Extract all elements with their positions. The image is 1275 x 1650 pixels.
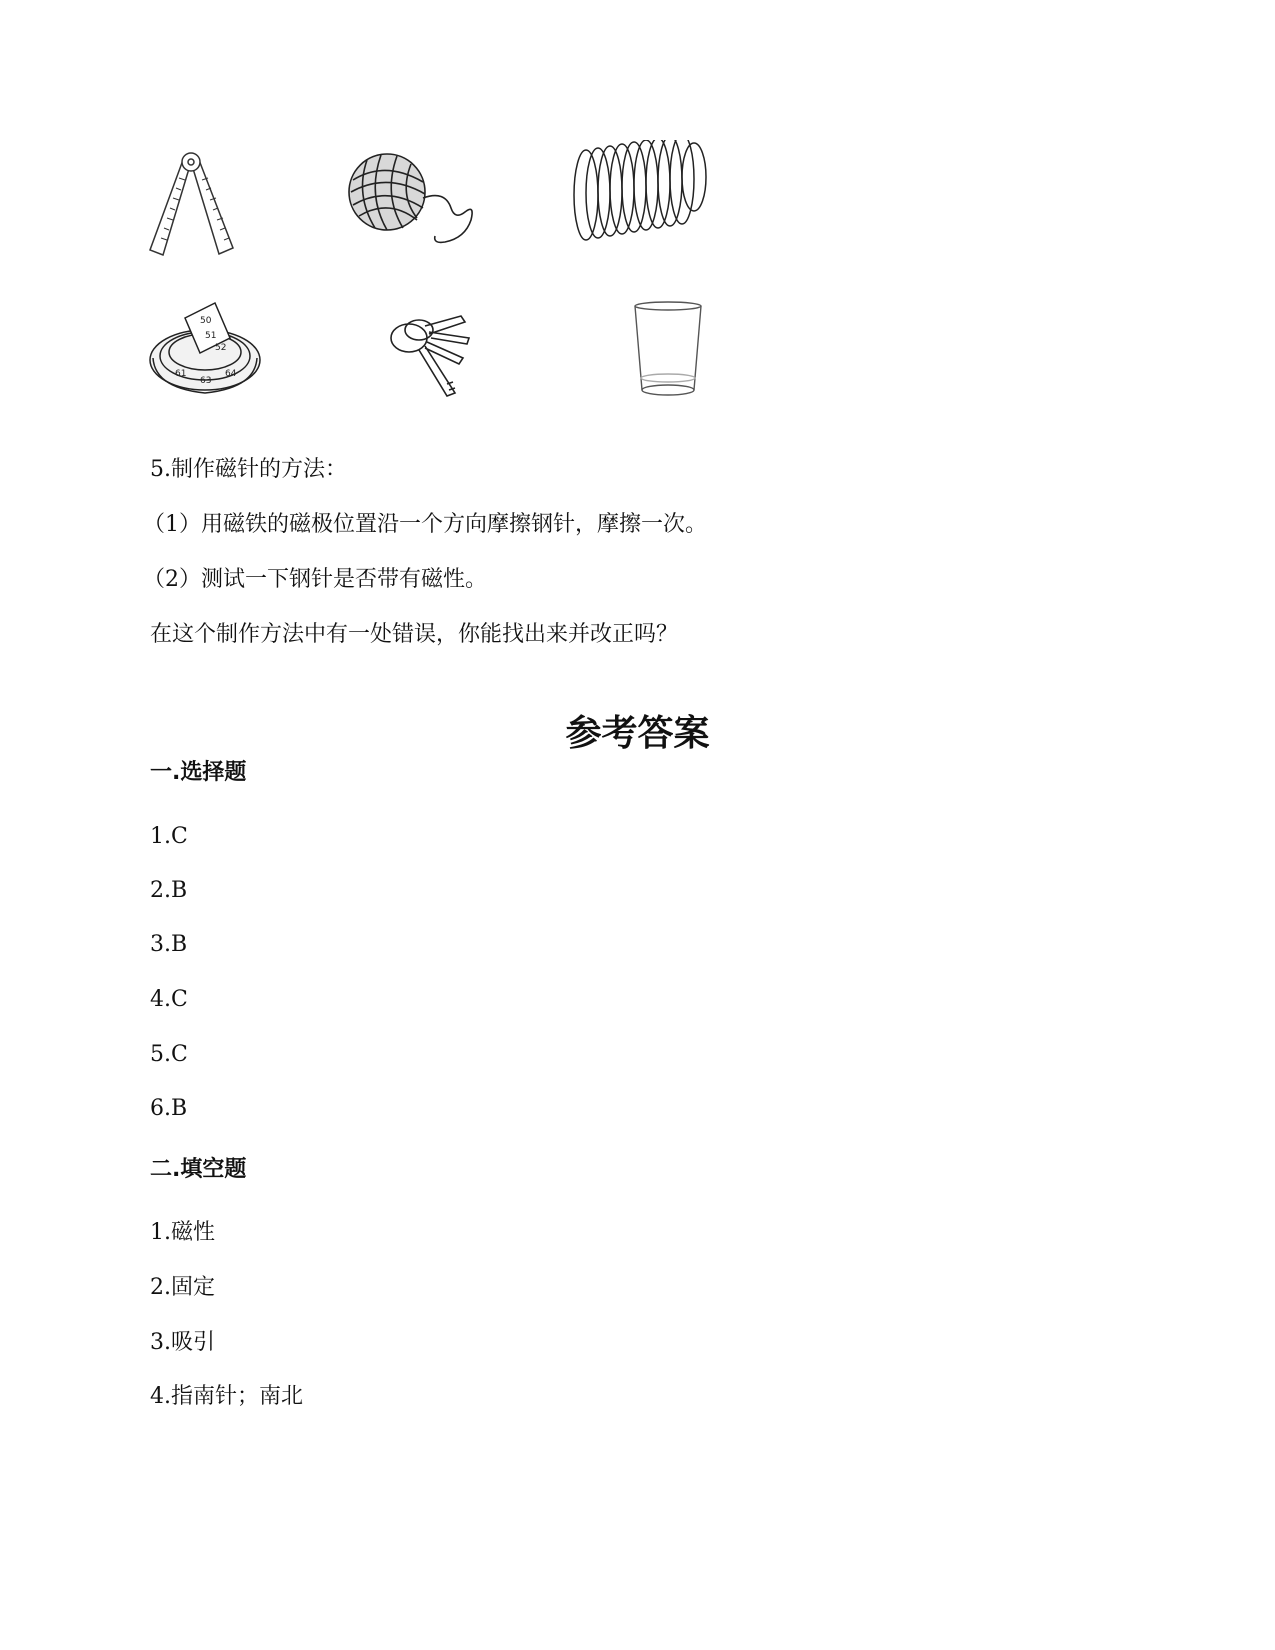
svg-text:63: 63 <box>200 376 212 386</box>
choice-answer-4: 4.C <box>150 987 188 1012</box>
choice-answer-1: 1.C <box>150 824 188 849</box>
question-step-1: （1）用磁铁的磁极位置沿一个方向摩擦钢针，摩擦一次。 <box>143 512 707 537</box>
choice-answer-2: 2.B <box>150 878 188 903</box>
answer-key-title: 参考答案 <box>565 713 710 754</box>
question-step-2: （2）测试一下钢针是否带有磁性。 <box>143 567 487 592</box>
folding-ruler-icon <box>145 150 235 260</box>
keys-icon <box>385 298 485 403</box>
folding-ruler-image <box>145 150 235 260</box>
fill-answer-2: 2.固定 <box>150 1275 215 1300</box>
yarn-ball-icon <box>345 150 485 250</box>
fill-answer-4: 4.指南针；南北 <box>150 1384 303 1409</box>
tape-measure-icon <box>145 298 265 403</box>
cup-icon <box>628 298 708 403</box>
fill-answer-1: 1.磁性 <box>150 1220 215 1245</box>
glass-cup-image <box>628 298 708 403</box>
svg-text:50: 50 <box>200 316 212 326</box>
yarn-ball-image <box>345 150 485 250</box>
choice-answer-3: 3.B <box>150 932 188 957</box>
choice-answer-6: 6.B <box>150 1096 188 1121</box>
fill-answer-3: 3.吸引 <box>150 1330 215 1355</box>
spring-coil-image <box>570 140 715 245</box>
tape-measure-image <box>145 298 265 403</box>
keys-image <box>385 298 485 403</box>
fill-section-title: 二.填空题 <box>150 1157 247 1182</box>
question-title: 5.制作磁针的方法： <box>150 457 347 482</box>
svg-text:64: 64 <box>225 369 237 379</box>
choice-section-title: 一.选择题 <box>150 760 247 785</box>
spring-icon <box>570 140 715 245</box>
svg-text:51: 51 <box>205 331 217 341</box>
question-prompt: 在这个制作方法中有一处错误，你能找出来并改正吗？ <box>150 622 679 647</box>
svg-text:61: 61 <box>175 369 187 379</box>
choice-answer-5: 5.C <box>150 1042 188 1067</box>
svg-text:52: 52 <box>215 343 227 353</box>
